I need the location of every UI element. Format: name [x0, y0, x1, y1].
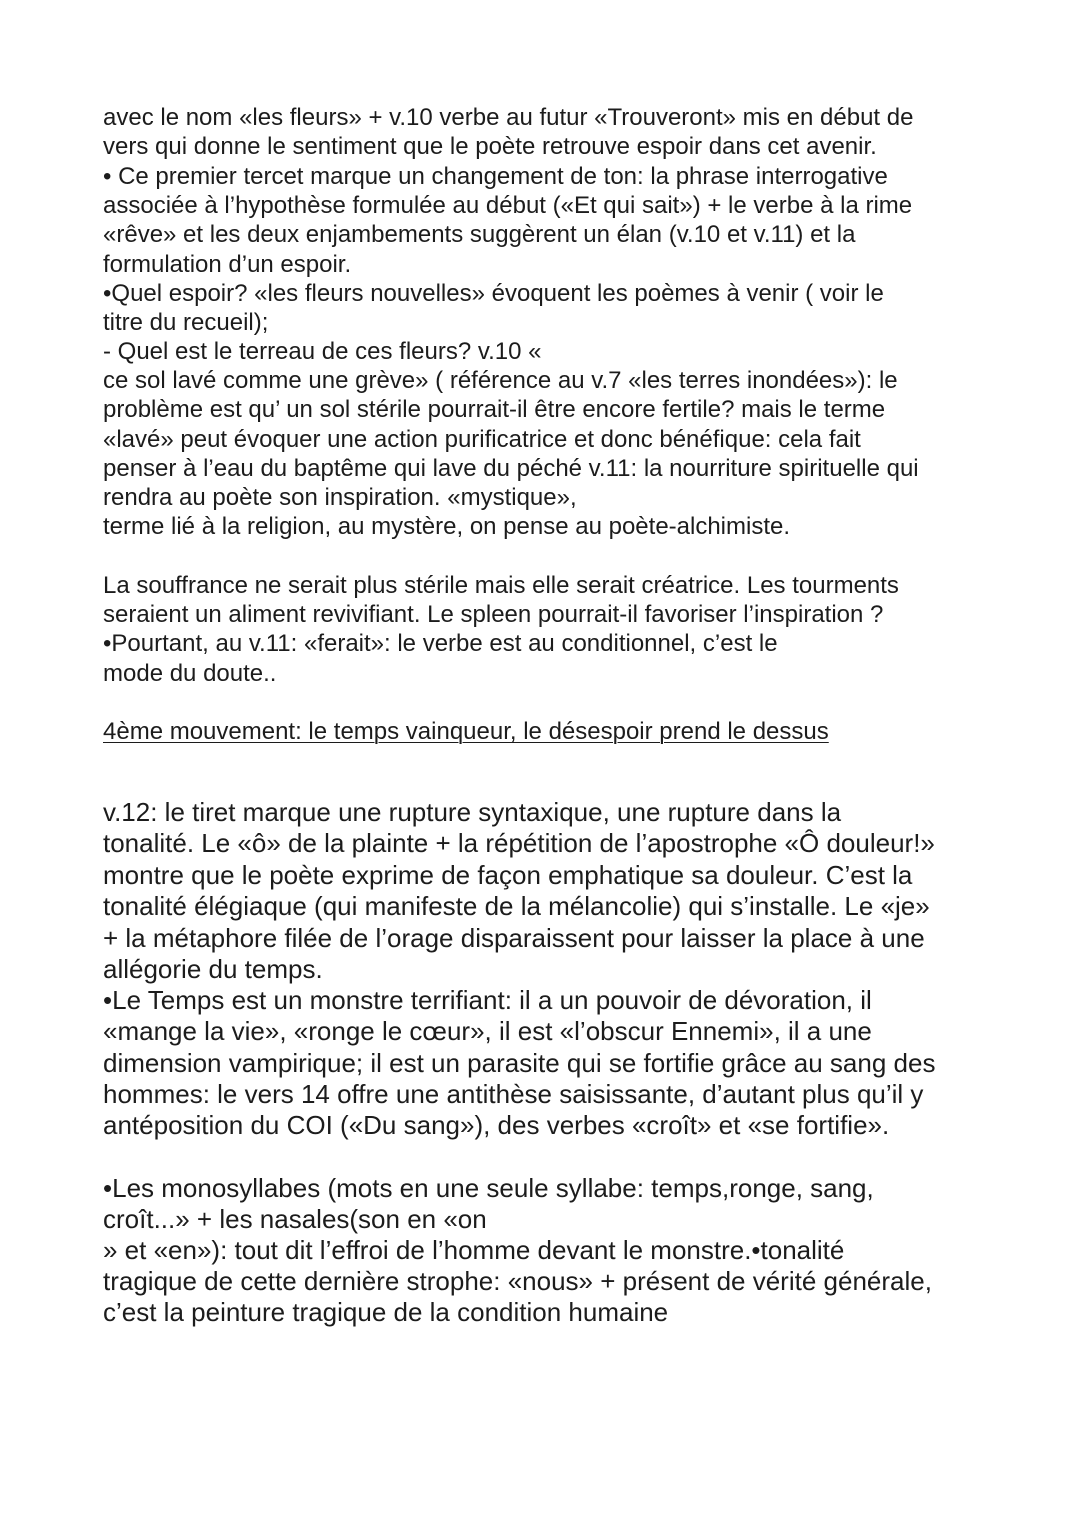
text-line: titre du recueil); [103, 309, 269, 336]
text-line: - Quel est le terreau de ces fleurs? v.10 « [103, 338, 542, 365]
text-line: tonalité élégiaque (qui manifeste de la mélancolie) qui s’installe. Le «je» [103, 891, 930, 921]
text-line: «lavé» peut évoquer une action purificatrice et donc bénéfique: cela fait [103, 426, 861, 453]
text-line: + la métaphore filée de l’orage disparaissent pour laisser la place à une [103, 923, 925, 953]
text-line: •Pourtant, au v.11: «ferait»: le verbe est au conditionnel, c’est le [103, 630, 778, 657]
text-line: rendra au poète son inspiration. «mystique», [103, 484, 577, 511]
text-line: montre que le poète exprime de façon emphatique sa douleur. C’est la [103, 860, 913, 890]
text-line: » et «en»): tout dit l’effroi de l’homme devant le monstre.•tonalité [103, 1235, 845, 1265]
text-line: formulation d’un espoir. [103, 251, 352, 278]
section-heading: 4ème mouvement: le temps vainqueur, le désespoir prend le dessus [103, 718, 829, 745]
text-line: ce sol lavé comme une grève» ( référence au v.7 «les terres inondées»): le [103, 367, 898, 394]
text-line: croît...» + les nasales(son en «on [103, 1204, 487, 1234]
text-line: •Quel espoir? «les fleurs nouvelles» évoquent les poèmes à venir ( voir le [103, 280, 884, 307]
text-line: c’est la peinture tragique de la condition humaine [103, 1297, 669, 1327]
text-line: v.12: le tiret marque une rupture syntaxique, une rupture dans la [103, 797, 842, 827]
text-line: allégorie du temps. [103, 954, 323, 984]
text-line: terme lié à la religion, au mystère, on pense au poète-alchimiste. [103, 513, 791, 540]
text-line: La souffrance ne serait plus stérile mais elle serait créatrice. Les tourments [103, 572, 899, 599]
text-line: vers qui donne le sentiment que le poète retrouve espoir dans cet avenir. [103, 133, 877, 160]
text-line: problème est qu’ un sol stérile pourrait-il être encore fertile? mais le terme [103, 396, 886, 423]
text-line: •Le Temps est un monstre terrifiant: il a un pouvoir de dévoration, il [103, 985, 872, 1015]
text-line: mode du doute.. [103, 660, 277, 687]
text-line: «rêve» et les deux enjambements suggèrent un élan (v.10 et v.11) et la [103, 221, 856, 248]
text-line: associée à l’hypothèse formulée au début («Et qui sait») + le verbe à la rime [103, 192, 913, 219]
text-line: hommes: le vers 14 offre une antithèse saisissante, d’autant plus qu’il y [103, 1079, 924, 1109]
text-line: •Les monosyllabes (mots en une seule syllabe: temps,ronge, sang, [103, 1173, 874, 1203]
text-line: «mange la vie», «ronge le cœur», il est «l’obscur Ennemi», il a une [103, 1016, 872, 1046]
text-line: antéposition du COI («Du sang»), des verbes «croît» et «se fortifie». [103, 1110, 890, 1140]
text-line: seraient un aliment revivifiant. Le spleen pourrait-il favoriser l’inspiration ? [103, 601, 884, 628]
text-line: tonalité. Le «ô» de la plainte + la répétition de l’apostrophe «Ô douleur!» [103, 828, 935, 858]
text-line: tragique de cette dernière strophe: «nous» + présent de vérité générale, [103, 1266, 932, 1296]
text-line: avec le nom «les fleurs» + v.10 verbe au futur «Trouveront» mis en début de [103, 104, 914, 131]
text-line: • Ce premier tercet marque un changement de ton: la phrase interrogative [103, 163, 888, 190]
text-line: penser à l’eau du baptême qui lave du péché v.11: la nourriture spirituelle qui [103, 455, 919, 482]
text-line: dimension vampirique; il est un parasite qui se fortifie grâce au sang des [103, 1048, 936, 1078]
